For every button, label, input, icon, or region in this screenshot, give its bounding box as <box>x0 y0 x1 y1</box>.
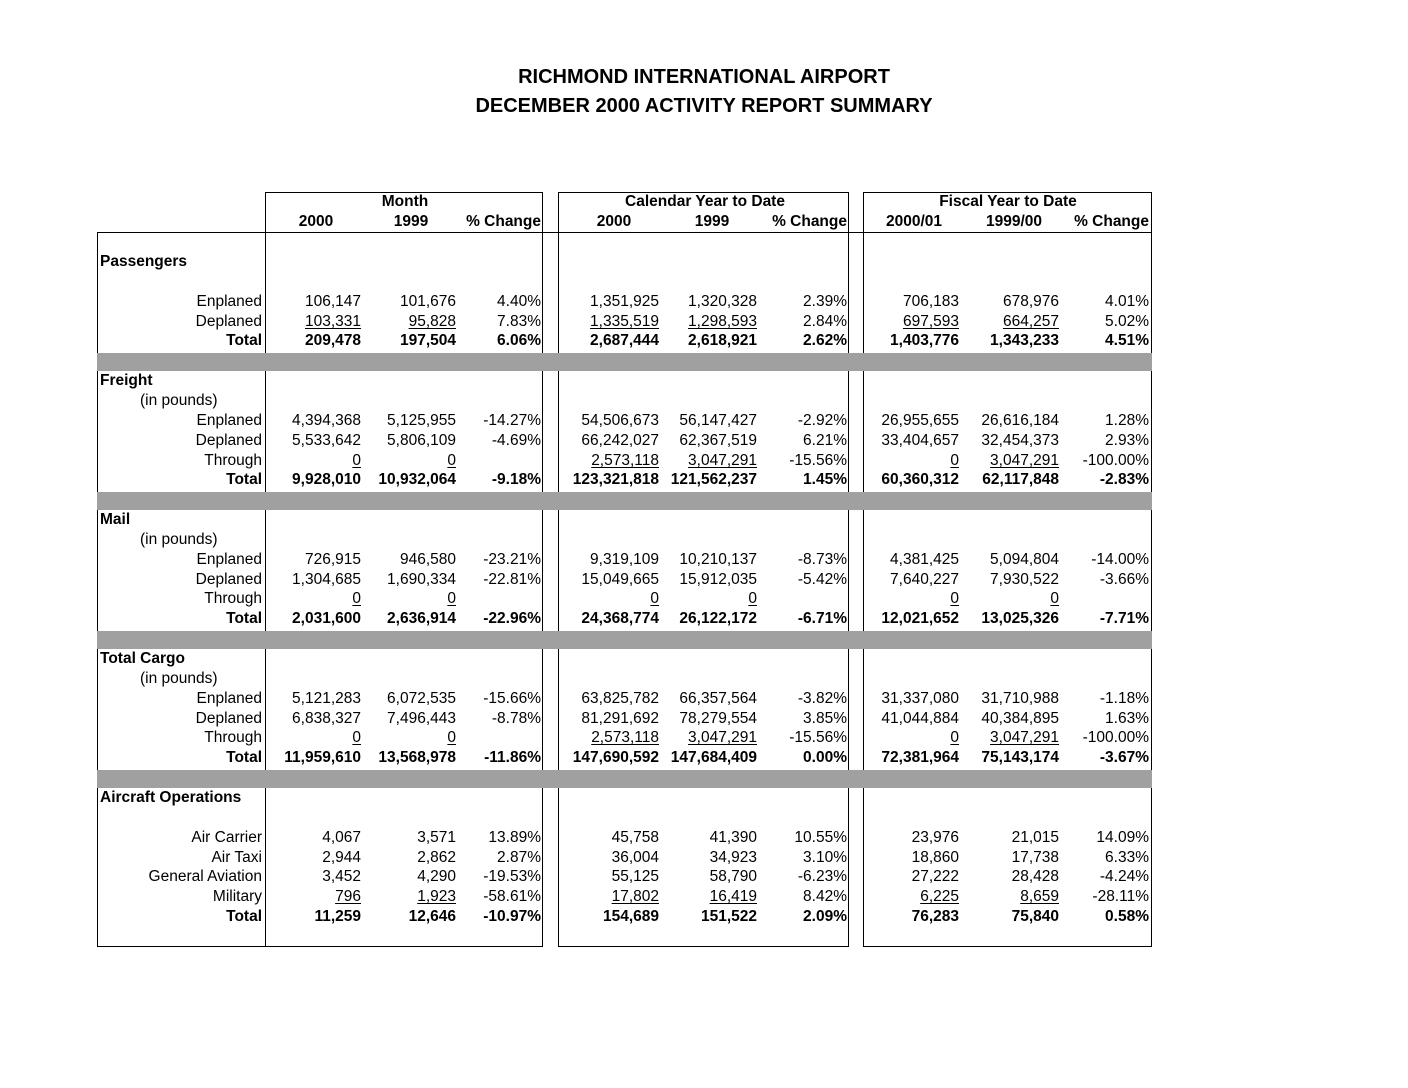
percent-change-cell: -19.53% <box>483 868 541 886</box>
value-cell: 13,025,326 <box>981 610 1059 628</box>
column-subheader: 2000 <box>298 213 334 230</box>
percent-change-cell: 4.40% <box>497 292 541 310</box>
value-cell: 36,004 <box>611 848 659 866</box>
value-cell: 40,384,895 <box>981 709 1059 727</box>
value-cell: 101,676 <box>399 292 456 310</box>
value-cell: 2,687,444 <box>590 332 659 350</box>
value-cell: 56,147,427 <box>679 411 757 429</box>
value-cell: 15,912,035 <box>679 570 757 588</box>
percent-change-cell: 3.85% <box>803 709 847 727</box>
value-cell: 5,094,804 <box>990 550 1059 568</box>
value-cell: 5,125,955 <box>387 411 456 429</box>
column-subheader: 1999 <box>694 213 730 230</box>
percent-change-cell: -11.86% <box>484 749 541 767</box>
value-cell: 16,419 <box>709 888 757 906</box>
percent-change-cell: -10.97% <box>483 908 541 926</box>
value-cell: 6,838,327 <box>292 709 361 727</box>
value-cell: 0 <box>650 590 659 608</box>
header-rule <box>97 232 1152 233</box>
value-cell: 11,259 <box>314 908 361 926</box>
value-cell: 55,125 <box>611 868 659 886</box>
value-cell: 12,646 <box>408 908 456 926</box>
section-title: Mail <box>100 511 131 529</box>
row-label: Through <box>204 451 262 469</box>
value-cell: 147,684,409 <box>670 749 757 767</box>
value-cell: 41,390 <box>709 828 757 846</box>
value-cell: 0 <box>1050 590 1059 608</box>
value-cell: 706,183 <box>902 292 959 310</box>
section-title: Passengers <box>100 253 188 270</box>
value-cell: 3,047,291 <box>688 729 757 747</box>
value-cell: 123,321,818 <box>572 471 659 489</box>
value-cell: 5,533,642 <box>292 431 361 449</box>
value-cell: 2,573,118 <box>591 451 659 469</box>
value-cell: 1,403,776 <box>890 332 959 350</box>
value-cell: 26,122,172 <box>679 610 757 628</box>
value-cell: 60,360,312 <box>881 471 959 489</box>
value-cell: 0 <box>447 590 456 608</box>
row-label: Enplaned <box>196 689 262 707</box>
value-cell: 10,210,137 <box>679 550 757 568</box>
total-row-label: Total <box>226 332 262 350</box>
value-cell: 6,072,535 <box>387 689 456 707</box>
value-cell: 5,806,109 <box>387 431 456 449</box>
percent-change-cell: -4.24% <box>1099 868 1149 886</box>
percent-change-cell: -15.56% <box>789 729 847 747</box>
report-title: RICHMOND INTERNATIONAL AIRPORT <box>518 66 890 88</box>
value-cell: 2,031,600 <box>292 610 361 628</box>
column-group-header: Fiscal Year to Date <box>939 193 1077 210</box>
value-cell: 17,738 <box>1011 848 1059 866</box>
percent-change-cell: 10.55% <box>794 828 847 846</box>
percent-change-cell: 6.21% <box>803 431 847 449</box>
row-label: Enplaned <box>196 292 262 310</box>
value-cell: 63,825,782 <box>581 689 659 707</box>
percent-change-cell: 5.02% <box>1105 312 1149 330</box>
value-cell: 1,351,925 <box>590 292 659 310</box>
value-cell: 27,222 <box>911 868 959 886</box>
total-row-label: Total <box>226 749 262 767</box>
row-label: Deplaned <box>195 570 262 588</box>
percent-change-cell: 2.39% <box>803 292 847 310</box>
section-title: Aircraft Operations <box>100 788 242 806</box>
value-cell: 3,452 <box>322 868 361 886</box>
value-cell: 72,381,964 <box>881 749 959 767</box>
value-cell: 10,932,064 <box>378 471 456 489</box>
value-cell: 34,923 <box>709 848 757 866</box>
section-separator <box>97 631 1152 649</box>
percent-change-cell: -8.73% <box>797 550 847 568</box>
value-cell: 0 <box>352 451 361 469</box>
value-cell: 26,616,184 <box>981 411 1059 429</box>
percent-change-cell: -100.00% <box>1082 729 1149 747</box>
percent-change-cell: 2.62% <box>803 332 847 350</box>
value-cell: 3,571 <box>417 828 456 846</box>
value-cell: 4,067 <box>322 828 361 846</box>
percent-change-cell: -3.82% <box>797 689 847 707</box>
value-cell: 24,368,774 <box>581 610 659 628</box>
value-cell: 8,659 <box>1020 888 1059 906</box>
value-cell: 0 <box>447 729 456 747</box>
value-cell: 75,840 <box>1011 908 1059 926</box>
value-cell: 209,478 <box>304 332 361 350</box>
column-subheader: % Change <box>1074 213 1149 230</box>
value-cell: 31,337,080 <box>881 689 959 707</box>
value-cell: 796 <box>335 888 361 906</box>
value-cell: 75,143,174 <box>981 749 1059 767</box>
percent-change-cell: -5.42% <box>797 570 847 588</box>
percent-change-cell: -2.83% <box>1099 471 1149 489</box>
percent-change-cell: -4.69% <box>491 431 541 449</box>
value-cell: 1,298,593 <box>688 312 757 330</box>
value-cell: 81,291,692 <box>581 709 659 727</box>
value-cell: 0 <box>950 590 959 608</box>
percent-change-cell: 8.42% <box>803 888 847 906</box>
row-label: Deplaned <box>195 431 262 449</box>
percent-change-cell: 1.63% <box>1105 709 1149 727</box>
percent-change-cell: 7.83% <box>497 312 541 330</box>
value-cell: 58,790 <box>709 868 757 886</box>
value-cell: 3,047,291 <box>990 451 1059 469</box>
percent-change-cell: 2.87% <box>497 848 541 866</box>
column-subheader: 1999 <box>393 213 429 230</box>
value-cell: 726,915 <box>304 550 361 568</box>
value-cell: 0 <box>352 590 361 608</box>
value-cell: 32,454,373 <box>981 431 1059 449</box>
row-label: Air Carrier <box>191 828 262 846</box>
row-label: Air Taxi <box>211 848 262 866</box>
section-title: Total Cargo <box>100 650 185 667</box>
percent-change-cell: 6.06% <box>497 332 541 350</box>
value-cell: 6,225 <box>920 888 959 906</box>
percent-change-cell: 0.00% <box>803 749 847 767</box>
section-unit-label: (in pounds) <box>140 530 218 548</box>
percent-change-cell: -15.56% <box>789 451 847 469</box>
section-separator <box>97 770 1152 788</box>
value-cell: 13,568,978 <box>378 749 456 767</box>
section-title: Freight <box>100 372 153 390</box>
percent-change-cell: -14.27% <box>483 411 541 429</box>
percent-change-cell: 4.01% <box>1105 292 1149 310</box>
value-cell: 17,802 <box>611 888 659 906</box>
section-unit-label: (in pounds) <box>140 669 218 687</box>
value-cell: 0 <box>950 451 959 469</box>
value-cell: 31,710,988 <box>981 689 1059 707</box>
column-subheader: 2000/01 <box>885 213 943 230</box>
value-cell: 1,923 <box>417 888 456 906</box>
value-cell: 121,562,237 <box>670 471 757 489</box>
percent-change-cell: -9.18% <box>491 471 541 489</box>
value-cell: 7,930,522 <box>990 570 1059 588</box>
row-label: Enplaned <box>196 411 262 429</box>
percent-change-cell: 1.28% <box>1105 411 1149 429</box>
value-cell: 18,860 <box>911 848 959 866</box>
percent-change-cell: -100.00% <box>1082 451 1149 469</box>
value-cell: 33,404,657 <box>881 431 959 449</box>
value-cell: 66,357,564 <box>679 689 757 707</box>
value-cell: 1,690,334 <box>387 570 456 588</box>
value-cell: 11,959,610 <box>284 749 361 767</box>
percent-change-cell: -6.71% <box>797 610 847 628</box>
value-cell: 62,367,519 <box>679 431 757 449</box>
percent-change-cell: -14.00% <box>1091 550 1149 568</box>
value-cell: 0 <box>352 729 361 747</box>
column-subheader: 2000 <box>596 213 632 230</box>
value-cell: 76,283 <box>911 908 959 926</box>
percent-change-cell: -7.71% <box>1099 610 1149 628</box>
value-cell: 4,290 <box>417 868 456 886</box>
value-cell: 2,573,118 <box>591 729 659 747</box>
value-cell: 946,580 <box>399 550 456 568</box>
percent-change-cell: -28.11% <box>1092 888 1149 906</box>
value-cell: 697,593 <box>902 312 959 330</box>
percent-change-cell: 0.58% <box>1105 908 1149 926</box>
percent-change-cell: -15.66% <box>483 689 541 707</box>
row-label: Enplaned <box>196 550 262 568</box>
value-cell: 3,047,291 <box>688 451 757 469</box>
value-cell: 1,304,685 <box>292 570 361 588</box>
percent-change-cell: -58.61% <box>483 888 541 906</box>
value-cell: 1,343,233 <box>990 332 1059 350</box>
row-label: Military <box>212 888 262 906</box>
percent-change-cell: -2.92% <box>797 411 847 429</box>
value-cell: 1,335,519 <box>590 312 659 330</box>
value-cell: 0 <box>748 590 757 608</box>
percent-change-cell: 2.09% <box>803 908 847 926</box>
value-cell: 2,862 <box>417 848 456 866</box>
total-row-label: Total <box>226 471 262 489</box>
section-separator <box>97 353 1152 371</box>
row-label: Deplaned <box>195 709 262 727</box>
percent-change-cell: 2.93% <box>1105 431 1149 449</box>
percent-change-cell: 2.84% <box>803 312 847 330</box>
column-subheader: % Change <box>772 213 847 230</box>
value-cell: 0 <box>447 451 456 469</box>
value-cell: 2,618,921 <box>688 332 757 350</box>
report-subtitle: DECEMBER 2000 ACTIVITY REPORT SUMMARY <box>475 95 933 117</box>
row-label: Deplaned <box>195 312 262 330</box>
value-cell: 5,121,283 <box>292 689 361 707</box>
value-cell: 9,928,010 <box>292 471 361 489</box>
value-cell: 41,044,884 <box>881 709 959 727</box>
percent-change-cell: 14.09% <box>1096 828 1149 846</box>
percent-change-cell: -8.78% <box>491 709 541 727</box>
percent-change-cell: -6.23% <box>797 868 847 886</box>
percent-change-cell: 4.51% <box>1105 332 1149 350</box>
percent-change-cell: -3.67% <box>1099 749 1149 767</box>
value-cell: 4,381,425 <box>890 550 959 568</box>
column-subheader: 1999/00 <box>985 213 1043 230</box>
value-cell: 151,522 <box>700 908 757 926</box>
value-cell: 154,689 <box>602 908 659 926</box>
percent-change-cell: -22.81% <box>483 570 541 588</box>
column-subheader: % Change <box>466 213 541 230</box>
column-group-header: Calendar Year to Date <box>625 193 785 210</box>
value-cell: 4,394,368 <box>292 411 361 429</box>
value-cell: 21,015 <box>1011 828 1059 846</box>
value-cell: 197,504 <box>399 332 456 350</box>
percent-change-cell: -23.21% <box>483 550 541 568</box>
value-cell: 0 <box>950 729 959 747</box>
value-cell: 66,242,027 <box>581 431 659 449</box>
value-cell: 7,496,443 <box>387 709 456 727</box>
value-cell: 2,944 <box>322 848 361 866</box>
value-cell: 54,506,673 <box>581 411 659 429</box>
value-cell: 1,320,328 <box>688 292 757 310</box>
value-cell: 28,428 <box>1011 868 1059 886</box>
total-row-label: Total <box>226 908 262 926</box>
total-row-label: Total <box>226 610 262 628</box>
value-cell: 2,636,914 <box>387 610 456 628</box>
value-cell: 95,828 <box>408 312 456 330</box>
value-cell: 103,331 <box>304 312 361 330</box>
percent-change-cell: 1.45% <box>803 471 847 489</box>
value-cell: 678,976 <box>1002 292 1059 310</box>
value-cell: 3,047,291 <box>990 729 1059 747</box>
value-cell: 664,257 <box>1002 312 1059 330</box>
percent-change-cell: 3.10% <box>803 848 847 866</box>
percent-change-cell: -1.18% <box>1099 689 1149 707</box>
section-separator <box>97 492 1152 510</box>
value-cell: 23,976 <box>911 828 959 846</box>
value-cell: 15,049,665 <box>581 570 659 588</box>
column-group-header: Month <box>381 193 429 210</box>
percent-change-cell: 13.89% <box>488 828 541 846</box>
value-cell: 78,279,554 <box>679 709 757 727</box>
percent-change-cell: 6.33% <box>1105 848 1149 866</box>
percent-change-cell: -3.66% <box>1099 570 1149 588</box>
section-unit-label: (in pounds) <box>140 391 218 409</box>
value-cell: 7,640,227 <box>890 570 959 588</box>
row-label: General Aviation <box>148 868 262 886</box>
value-cell: 9,319,109 <box>590 550 659 568</box>
row-label: Through <box>204 729 262 747</box>
value-cell: 45,758 <box>611 828 659 846</box>
row-label: Through <box>204 590 262 608</box>
value-cell: 106,147 <box>304 292 361 310</box>
value-cell: 26,955,655 <box>881 411 959 429</box>
percent-change-cell: -22.96% <box>483 610 541 628</box>
value-cell: 147,690,592 <box>572 749 659 767</box>
value-cell: 12,021,652 <box>881 610 959 628</box>
value-cell: 62,117,848 <box>982 471 1059 489</box>
